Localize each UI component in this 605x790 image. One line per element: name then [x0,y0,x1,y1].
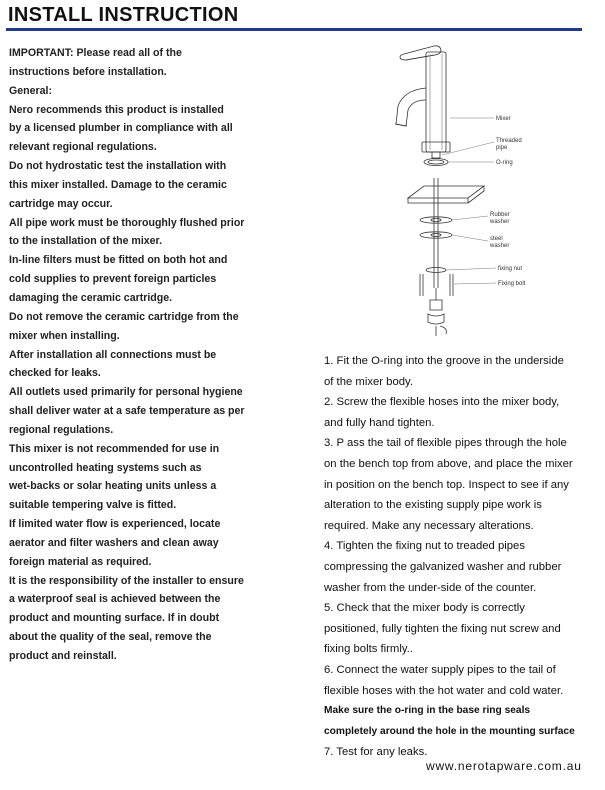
step-line: alteration to the existing supply pipe work is [324,499,542,512]
label-steel: steel [490,236,503,242]
label-o-ring: O-ring [496,160,513,166]
label-threaded: Threaded [496,138,522,144]
bench-top [408,186,484,203]
instruction-line: Do not remove the ceramic cartridge from the [9,310,239,323]
instruction-line: In-line filters must be fitted on both hot and [9,254,228,267]
rubber-washer [420,217,452,223]
instruction-line: to the installation of the mixer. [9,235,163,248]
instruction-line: All pipe work must be thoroughly flushed prior [9,216,245,229]
instruction-line: shall deliver water at a safe temperature as per [9,405,245,418]
instruction-line: damaging the ceramic cartridge. [9,291,173,304]
hose-fittings [428,288,446,336]
instruction-line: about the quality of the seal, remove the [9,631,212,644]
step-note-line: completely around the hole in the mounting surface [324,725,575,737]
instruction-line: instructions before installation. [9,65,167,78]
step-line: and fully hand tighten. [324,416,435,429]
fixing-bolts [420,274,453,296]
step-line: washer from the under-side of the counter. [324,581,537,594]
step-line: 2. Screw the flexible hoses into the mixer body, [324,396,560,409]
instruction-line: It is the responsibility of the installer to ensure [9,574,244,587]
step-note-line: Make sure the o-ring in the base ring seals [324,705,531,717]
instruction-line: checked for leaks. [9,367,101,380]
instruction-line: relevant regional regulations. [9,141,157,154]
threaded-rod [434,178,438,288]
instruction-line: wet-backs or solar heating units unless a [9,480,217,493]
step-line: of the mixer body. [324,375,413,388]
mixer-body [395,52,450,152]
instruction-line: After installation all connections must be [9,348,217,361]
instruction-line: suitable tempering valve is fitted. [9,499,177,512]
step-line: in position on the bench top. Inspect to see if any [324,478,569,491]
website-url: www.nerotapware.com.au [426,759,582,773]
install-steps [324,351,594,763]
instruction-line: foreign material as required. [9,555,152,568]
step-line: 3. P ass the tail of flexible pipes through the hole [324,437,567,450]
o-ring [424,159,448,166]
label-rubber: Rubber [490,212,510,218]
step-line: 5. Check that the mixer body is correctly [324,602,525,615]
general-instructions [9,44,309,666]
instruction-line: regional regulations. [9,423,114,436]
instruction-line: cartridge may occur. [9,197,113,210]
label-rubber-washer: washer [490,219,510,225]
title-underline [6,28,582,31]
step-line: required. Make any necessary alterations. [324,519,534,532]
instruction-line: a waterproof seal is achieved between the [9,593,221,606]
step-line: flexible hoses with the hot water and cold water. [324,684,564,697]
instruction-line: cold supplies to prevent foreign particles [9,273,217,286]
instruction-line: Do not hydrostatic test the installation with [9,160,227,173]
instruction-line: by a licensed plumber in compliance with all [9,122,233,135]
instruction-line: This mixer is not recommended for use in [9,442,220,455]
step-line: fixing bolts firmly.. [324,643,413,656]
step-line: 6. Connect the water supply pipes to the tail of [324,663,556,676]
steel-washer [420,232,452,238]
step-line: 4. Tighten the fixing nut to treaded pipes [324,540,525,553]
instruction-line: this mixer installed. Damage to the ceramic [9,178,227,191]
step-line: 7. Test for any leaks. [324,746,428,759]
label-mixer: Mixer [496,116,511,122]
instruction-line: If limited water flow is experienced, locate [9,518,221,531]
instruction-line: IMPORTANT: Please read all of the [9,47,182,59]
instruction-line: product and mounting surface. If in doubt [9,612,220,625]
step-line: compressing the galvanized washer and rubber [324,560,562,573]
instruction-line: mixer when installing. [9,329,120,342]
instruction-line: General: [9,84,52,97]
step-line: positioned, fully tighten the fixing nut screw and [324,622,561,635]
instruction-line: product and reinstall. [9,650,117,662]
threaded-pipe [432,152,440,158]
fixing-nut [426,268,446,273]
label-steel-washer: washer [490,243,510,249]
instruction-line: uncontrolled heating systems such as [9,461,202,474]
instruction-line: All outlets used primarily for personal hygiene [9,386,243,399]
label-fixing-bolt: Fixing bolt [498,281,526,287]
step-line: on the bench top from above, and place the mixer [324,457,573,470]
instruction-line: Nero recommends this product is installed [9,103,224,116]
instruction-line: aerator and filter washers and clean away [9,536,219,549]
label-fixing-nut: fixing nut [498,266,523,272]
mixer-exploded-diagram [364,38,564,344]
mixer-lever [400,46,441,60]
label-pipe: pipe [496,145,508,151]
step-line: 1. Fit the O-ring into the groove in the underside [324,355,564,367]
page-title: INSTALL INSTRUCTION [8,4,239,26]
